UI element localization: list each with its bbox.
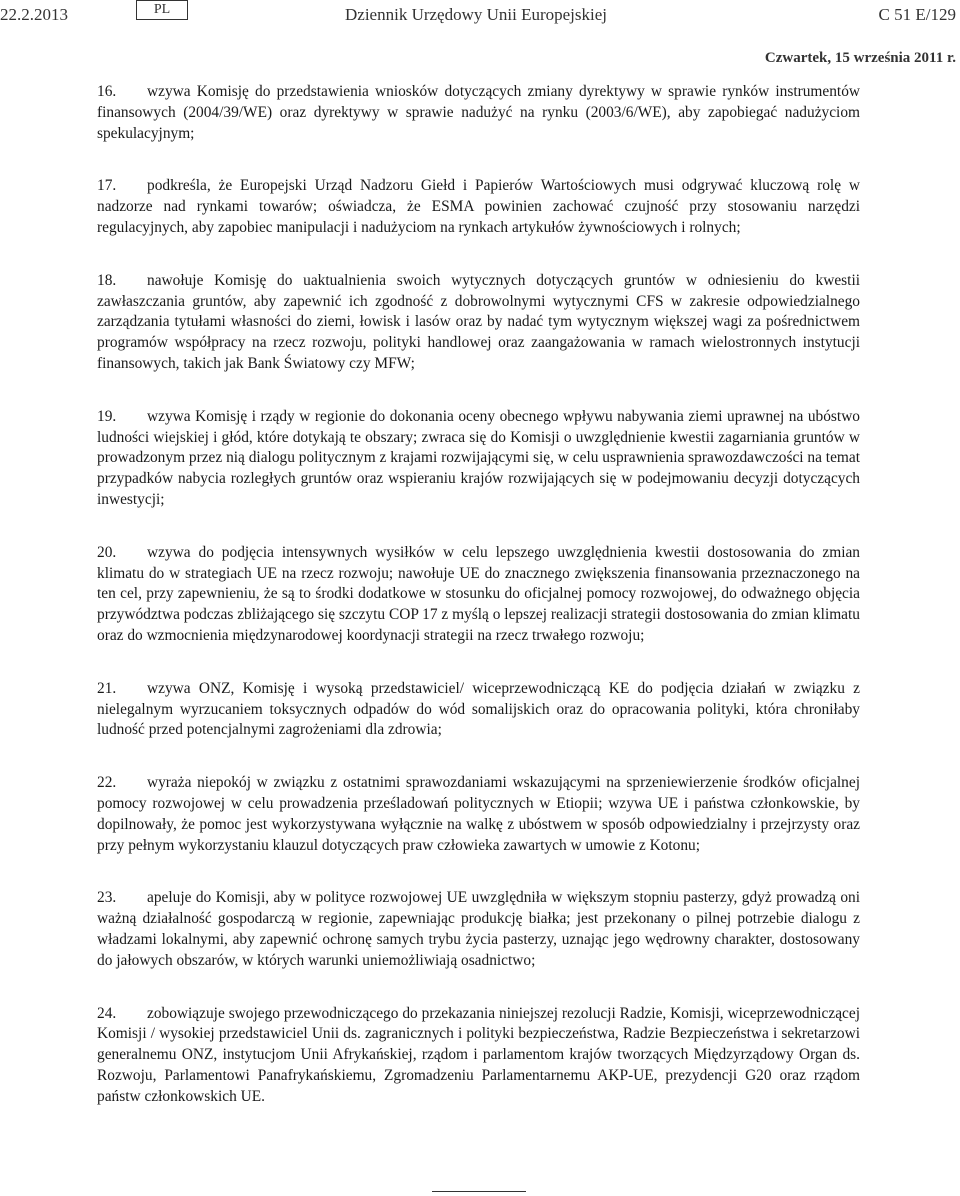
paragraph-number: 19. (97, 407, 117, 425)
paragraph-20 (97, 543, 860, 647)
paragraph-number: 16. (97, 83, 117, 100)
paragraph-22 (97, 773, 860, 856)
paragraph-19 (97, 407, 860, 511)
paragraph-23 (97, 888, 860, 971)
paragraph-text: wyraża niepokój w związku z ostatnimi sprawozdaniami wskazującymi na sprzeniewierzenie środków oficjalnej pomocy rozwojowej w celu prowadzenia prześladowań politycznych w Etiopii; wzywa UE i państwa członkowskie, by dopilnowały, że pomoc jest wykorzystywana wyłącznie na walkę z ubóstwem w sposób odpowiedzialny i przejrzysty oraz przy pełnym wykorzystaniu klauzul dotyczących praw człowieka zawartych w umowie z Kotonu; (97, 774, 860, 854)
journal-reference: C 51 E/129 (878, 5, 956, 24)
paragraph-text: wzywa ONZ, Komisję i wysoką przedstawiciel/ wiceprzewodniczącą KE do podjęcia działań w związku z nielegalnym wyrzucaniem toksycznych odpadów do wód somalijskich oraz do opracowania polityki, która chroniłaby ludność przed potencjalnymi zagrożeniami dla zdrowia; (97, 679, 860, 739)
language-box: PL (136, 0, 188, 20)
paragraph-18 (97, 271, 860, 375)
paragraph-number: 22. (97, 774, 117, 792)
paragraph-text: podkreśla, że Europejski Urząd Nadzoru Giełd i Papierów Wartościowych musi odgrywać kluczową rolę w nadzorze nad rynkami towarów; oświadcza, że ESMA powinien zachować czujność przy stosowaniu narzędzi regulacyjnych, aby zapobiec manipulacji i nadużyciom na rynkach artykułów żywnościowych i rolnych; (97, 177, 860, 236)
paragraph-text: wzywa do podjęcia intensywnych wysiłków w celu lepszego uwzględnienia kwestii dostosowania do zmian klimatu do w strategiach UE na rzecz rozwoju; nawołuje UE do znacznego zwiększenia finansowania przeznaczonego na ten cel, przy zapewnieniu, że są to środki dodatkowe w stosunku do oficjalnej pomocy rozwojowej, do odważnego objęcia przywództwa podczas zbliżającego się szczytu COP 17 z myślą o lepszej realizacji strategii dostosowania do zmian klimatu oraz do wzmocnienia międzynarodowej koordynacji strategii na rzecz trwałego rozwoju; (97, 543, 860, 644)
paragraph-number: 17. (97, 177, 117, 195)
paragraph-21 (97, 679, 860, 741)
paragraph-number: 23. (97, 889, 117, 907)
paragraph-24 (97, 1004, 860, 1108)
paragraph-17 (97, 176, 860, 238)
paragraph-text: apeluje do Komisji, aby w polityce rozwojowej UE uwzględniła w większym stopniu pasterzy, gdyż prowadzą oni ważną działalność gospodarczą w regionie, zapewniając produkcję białka; jest przekonany o pilnej potrzebie dialogu z władzami lokalnymi, aby zapewnić ochronę samych trybu życia pasterzy, uznając jego wędrowny charakter, dostosowany do jałowych obszarów, w których warunki uniemożliwiają osadnictwo; (97, 889, 860, 969)
paragraph-text: zobowiązuje swojego przewodniczącego do przekazania niniejszej rezolucji Radzie, Komisji, wiceprzewodniczącej Komisji / wysokiej przedstawiciel Unii ds. zagranicznych i polityki bezpieczeństwa, Radzie Bezpieczeństwa i sekretarzowi generalnemu ONZ, instytucjom Unii Afrykańskiej, rządom i parlamentom krajów tworzących Międzyrządowy Organ ds. Rozwoju, Parlamentowi Panafrykańskiemu, Zgromadzeniu Parlamentarnemu AKP-UE, prezydencji G20 oraz rządom państw członkowskich UE. (97, 1004, 860, 1105)
paragraph-text: nawołuje Komisję do uaktualnienia swoich wytycznych dotyczących gruntów w odniesieniu do kwestii zawłaszczania gruntów, aby zapewnić ich zgodność z dobrowolnymi wytycznymi CFS w zakresie odpowiedzialnego zarządzania tytułami własności do ziemi, łowisk i lasów oraz by nadać tym wytycznym większej wagi za pośrednictwem programów współpracy na rzecz rozwoju, polityki handlowej oraz zaangażowania w ramach wielostronnych instytucji finansowych, takich jak Bank Światowy czy MFW; (97, 271, 860, 372)
paragraph-number: 20. (97, 543, 117, 561)
paragraph-number: 21. (97, 679, 117, 697)
paragraph-text: wzywa Komisję i rządy w regionie do dokonania oceny obecnego wpływu nabywania ziemi uprawnej na ubóstwo ludności wiejskiej i głód, które dotykają te obszary; zwraca się do Komisji o uwzględnienie kwestii zagarniania gruntów w prowadzonym przez nią dialogu politycznym z krajami rozwijającymi się, w celu usprawnienia sprawozdawczości na temat przypadków nabycia rozległych gruntów oraz wspieraniu krajów rozwijających się w podejmowaniu decyzji dotyczących inwestycji; (97, 407, 860, 508)
end-of-document-rule (432, 1191, 526, 1192)
resolution-body (97, 82, 860, 1107)
journal-title: Dziennik Urzędowy Unii Europejskiej (345, 5, 608, 24)
sitting-date: Czwartek, 15 września 2011 r. (764, 50, 956, 66)
paragraph-16 (97, 82, 860, 144)
publication-date: 22.2.2013 (0, 5, 68, 24)
page-header (0, 0, 960, 40)
paragraph-text: wzywa Komisję do przedstawienia wniosków dotyczących zmiany dyrektywy w sprawie rynków instrumentów finansowych (2004/39/WE) oraz dyrektywy w sprawie nadużyć na rynku (2003/6/WE), aby zapobiegać nadużyciom spekulacyjnym; (97, 83, 860, 142)
paragraph-number: 24. (97, 1004, 117, 1022)
paragraph-number: 18. (97, 271, 117, 289)
